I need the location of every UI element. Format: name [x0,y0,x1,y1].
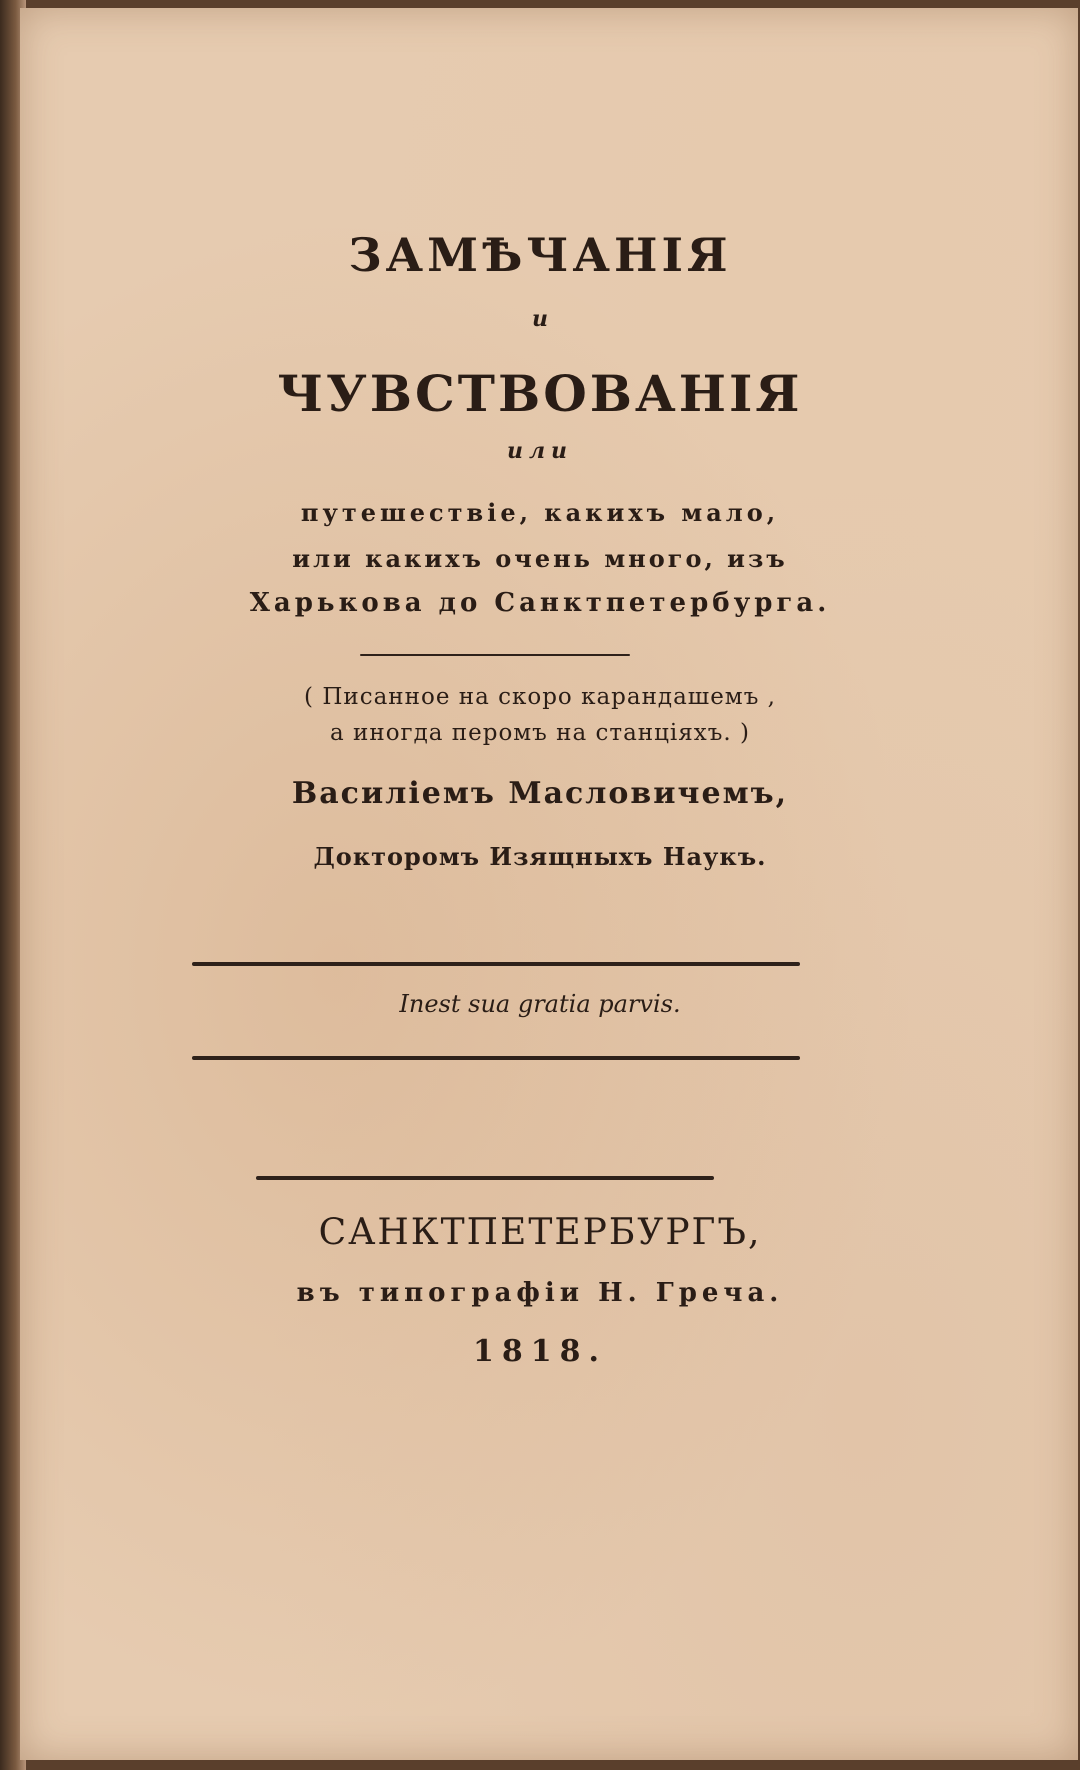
note-line-1: ( Писанное на скоро карандашемъ , [304,684,776,710]
epigraph-rule-top [192,962,800,966]
subtitle-line-2: или какихъ очень много, изъ [292,544,788,573]
imprint-rule [256,1176,714,1180]
imprint-year: 1818. [473,1334,607,1369]
title-line-2: ЧУВСТВОВАНІЯ [277,364,803,423]
imprint-city: САНКТПЕТЕРБУРГЪ, [318,1212,762,1253]
title-line-1: ЗАМѢЧАНІЯ [348,228,732,282]
conjunction-or: или [506,438,574,464]
epigraph-rule-bottom [192,1056,800,1060]
imprint-printer: въ типографіи Н. Греча. [296,1278,784,1308]
subtitle-line-3: Харькова до Санктпетербурга. [249,588,831,618]
author-title: Докторомъ Изящныхъ Наукъ. [313,842,767,871]
subtitle-line-1: путешествіе, какихъ мало, [300,498,780,527]
conjunction-and: и [532,306,548,332]
author-name: Василіемъ Масловичемъ, [291,776,789,811]
divider-short [360,654,630,656]
note-line-2: а иногда перомъ на станціяхъ. ) [330,720,750,746]
epigraph: Inest sua gratia parvis. [399,990,681,1018]
